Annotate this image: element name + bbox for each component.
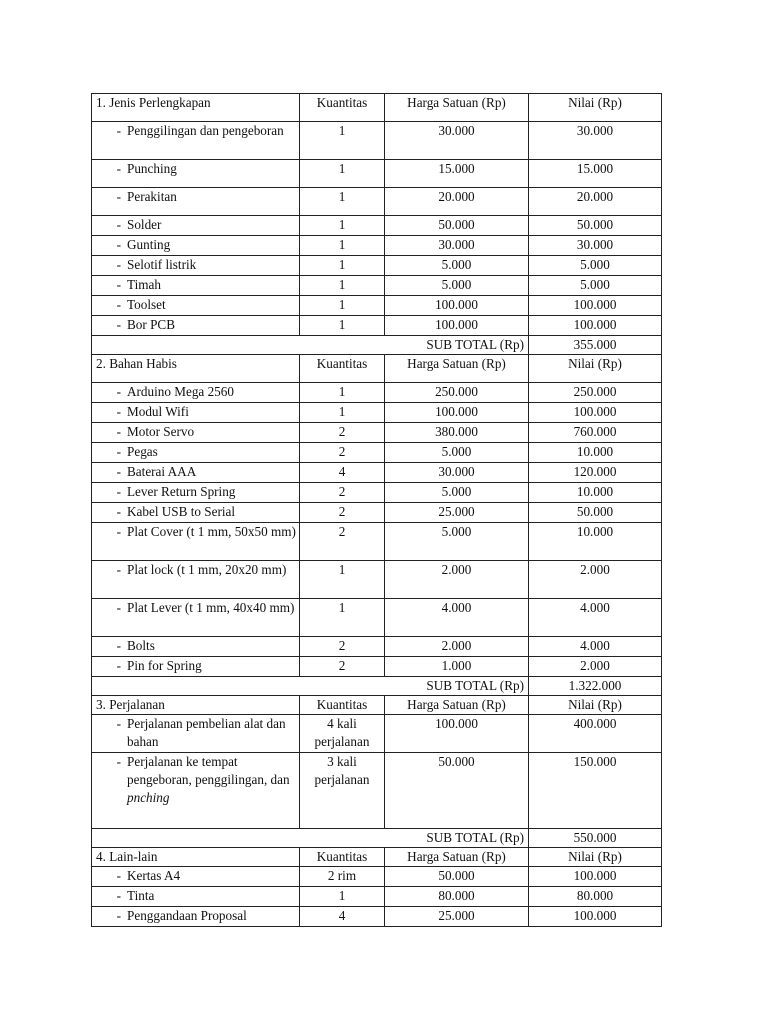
item-value: 10.000 (529, 523, 662, 561)
subtotal-label: SUB TOTAL (Rp) (92, 336, 529, 355)
item-value: 2.000 (529, 561, 662, 599)
item-value: 15.000 (529, 160, 662, 188)
header-value: Nilai (Rp) (529, 848, 662, 867)
table-row (92, 657, 662, 677)
item-value: 100.000 (529, 867, 662, 887)
table-row (92, 276, 662, 296)
subtotal-value: 1.322.000 (529, 677, 662, 696)
header-quantity: Kuantitas (300, 94, 385, 122)
item-price: 100.000 (385, 403, 529, 423)
item-value: 20.000 (529, 188, 662, 216)
bullet-dash: - (116, 123, 121, 138)
item-price: 100.000 (385, 316, 529, 336)
section-title: 3. Perjalanan (92, 696, 300, 715)
item-name: Motor Servo (127, 424, 195, 439)
bullet-dash: - (116, 908, 121, 923)
item-price: 30.000 (385, 463, 529, 483)
table-row (92, 296, 662, 316)
item-price: 4.000 (385, 599, 529, 637)
subtotal-row (92, 336, 662, 355)
section-header-row (92, 848, 662, 867)
table-row (92, 503, 662, 523)
table-row (92, 907, 662, 927)
bullet-dash: - (116, 716, 121, 731)
subtotal-row (92, 829, 662, 848)
item-quantity: 2 (300, 637, 385, 657)
item-price: 250.000 (385, 383, 529, 403)
item-quantity: 1 (300, 887, 385, 907)
table-row (92, 887, 662, 907)
item-quantity: 3 kali perjalanan (300, 753, 385, 829)
item-price: 50.000 (385, 216, 529, 236)
item-quantity: 1 (300, 599, 385, 637)
item-name: Kabel USB to Serial (127, 504, 236, 519)
item-price: 20.000 (385, 188, 529, 216)
table-row (92, 637, 662, 657)
budget-table (91, 93, 662, 927)
item-quantity: 1 (300, 276, 385, 296)
table-row (92, 423, 662, 443)
item-quantity: 1 (300, 296, 385, 316)
item-quantity: 1 (300, 236, 385, 256)
item-name: Pin for Spring (127, 658, 202, 673)
table-row (92, 383, 662, 403)
item-name: Pegas (127, 444, 158, 459)
bullet-dash: - (116, 658, 121, 673)
bullet-dash: - (116, 257, 121, 272)
bullet-dash: - (116, 404, 121, 419)
item-quantity: 1 (300, 216, 385, 236)
table-row (92, 715, 662, 753)
header-quantity: Kuantitas (300, 848, 385, 867)
item-quantity: 2 (300, 503, 385, 523)
item-name: Plat lock (t 1 mm, 20x20 mm) (127, 562, 287, 577)
item-quantity: 2 rim (300, 867, 385, 887)
item-value: 760.000 (529, 423, 662, 443)
item-name: Gunting (127, 237, 171, 252)
header-unit-price: Harga Satuan (Rp) (385, 848, 529, 867)
header-unit-price: Harga Satuan (Rp) (385, 94, 529, 122)
item-name: Penggilingan dan pengeboran (127, 123, 284, 138)
table-row (92, 561, 662, 599)
item-price: 5.000 (385, 256, 529, 276)
section-title: 1. Jenis Perlengkapan (92, 94, 300, 122)
bullet-dash: - (116, 524, 121, 539)
bullet-dash: - (116, 237, 121, 252)
item-price: 30.000 (385, 122, 529, 160)
item-name: Selotif listrik (127, 257, 197, 272)
bullet-dash: - (116, 562, 121, 577)
table-row (92, 599, 662, 637)
item-price: 25.000 (385, 907, 529, 927)
item-quantity: 1 (300, 160, 385, 188)
item-name: Arduino Mega 2560 (127, 384, 234, 399)
table-row (92, 443, 662, 463)
item-value: 2.000 (529, 657, 662, 677)
item-value: 100.000 (529, 403, 662, 423)
header-value: Nilai (Rp) (529, 696, 662, 715)
item-name: Modul Wifi (127, 404, 189, 419)
bullet-dash: - (116, 638, 121, 653)
bullet-dash: - (116, 297, 121, 312)
item-name: Plat Cover (t 1 mm, 50x50 mm) (127, 524, 296, 539)
item-name-italic: pnching (127, 790, 170, 805)
bullet-dash: - (116, 464, 121, 479)
item-price: 5.000 (385, 523, 529, 561)
item-name: Timah (127, 277, 161, 292)
subtotal-label: SUB TOTAL (Rp) (92, 677, 529, 696)
item-quantity: 2 (300, 657, 385, 677)
bullet-dash: - (116, 888, 121, 903)
table-row (92, 523, 662, 561)
item-price: 5.000 (385, 483, 529, 503)
header-unit-price: Harga Satuan (Rp) (385, 355, 529, 383)
item-value: 100.000 (529, 296, 662, 316)
item-name: Bor PCB (127, 317, 176, 332)
bullet-dash: - (116, 484, 121, 499)
table-row (92, 122, 662, 160)
item-quantity: 1 (300, 403, 385, 423)
budget-document (91, 93, 661, 927)
table-row (92, 867, 662, 887)
item-price: 80.000 (385, 887, 529, 907)
section-header-row (92, 696, 662, 715)
item-value: 250.000 (529, 383, 662, 403)
item-quantity: 2 (300, 443, 385, 463)
table-row (92, 188, 662, 216)
item-name: Plat Lever (t 1 mm, 40x40 mm) (127, 600, 295, 615)
item-value: 30.000 (529, 236, 662, 256)
item-quantity: 2 (300, 483, 385, 503)
section-title: 4. Lain-lain (92, 848, 300, 867)
item-value: 4.000 (529, 599, 662, 637)
item-value: 5.000 (529, 276, 662, 296)
item-name-main: Perjalanan ke tempat pengeboran, penggilingan, dan (127, 754, 290, 787)
item-price: 2.000 (385, 561, 529, 599)
item-value: 400.000 (529, 715, 662, 753)
item-price: 15.000 (385, 160, 529, 188)
item-name: Kertas A4 (127, 868, 181, 883)
item-quantity: 2 (300, 523, 385, 561)
item-name: Solder (127, 217, 162, 232)
item-quantity: 1 (300, 256, 385, 276)
item-quantity: 2 (300, 423, 385, 443)
item-name: Tinta (127, 888, 155, 903)
bullet-dash: - (116, 868, 121, 883)
table-row (92, 316, 662, 336)
bullet-dash: - (116, 384, 121, 399)
header-unit-price: Harga Satuan (Rp) (385, 696, 529, 715)
item-name: Perjalanan pembelian alat dan bahan (127, 716, 286, 749)
bullet-dash: - (116, 504, 121, 519)
item-quantity: 1 (300, 122, 385, 160)
item-value: 4.000 (529, 637, 662, 657)
item-quantity: 1 (300, 561, 385, 599)
item-price: 5.000 (385, 276, 529, 296)
item-name (127, 753, 296, 807)
bullet-dash: - (116, 424, 121, 439)
item-price: 50.000 (385, 753, 529, 829)
item-value: 10.000 (529, 443, 662, 463)
bullet-dash: - (116, 444, 121, 459)
table-row (92, 483, 662, 503)
header-value: Nilai (Rp) (529, 355, 662, 383)
item-price: 1.000 (385, 657, 529, 677)
item-price: 25.000 (385, 503, 529, 523)
item-price: 50.000 (385, 867, 529, 887)
section-title: 2. Bahan Habis (92, 355, 300, 383)
item-quantity: 4 kali perjalanan (300, 715, 385, 753)
item-value: 10.000 (529, 483, 662, 503)
item-value: 100.000 (529, 907, 662, 927)
item-name: Bolts (127, 638, 155, 653)
item-value: 5.000 (529, 256, 662, 276)
item-price: 2.000 (385, 637, 529, 657)
table-row (92, 403, 662, 423)
item-quantity: 4 (300, 463, 385, 483)
section-header-row (92, 94, 662, 122)
bullet-dash: - (116, 161, 121, 176)
bullet-dash: - (116, 277, 121, 292)
bullet-dash: - (116, 317, 121, 332)
section-header-row (92, 355, 662, 383)
item-value: 50.000 (529, 503, 662, 523)
subtotal-value: 355.000 (529, 336, 662, 355)
bullet-dash: - (116, 189, 121, 204)
item-quantity: 1 (300, 383, 385, 403)
table-row (92, 160, 662, 188)
item-name: Baterai AAA (127, 464, 197, 479)
table-row (92, 216, 662, 236)
subtotal-value: 550.000 (529, 829, 662, 848)
bullet-dash: - (116, 600, 121, 615)
subtotal-label: SUB TOTAL (Rp) (92, 829, 529, 848)
item-value: 80.000 (529, 887, 662, 907)
item-value: 120.000 (529, 463, 662, 483)
item-quantity: 1 (300, 316, 385, 336)
item-price: 100.000 (385, 296, 529, 316)
item-quantity: 4 (300, 907, 385, 927)
item-name: Penggandaan Proposal (127, 908, 247, 923)
bullet-dash: - (116, 217, 121, 232)
item-name: Lever Return Spring (127, 484, 236, 499)
subtotal-row (92, 677, 662, 696)
header-quantity: Kuantitas (300, 355, 385, 383)
item-price: 30.000 (385, 236, 529, 256)
item-price: 380.000 (385, 423, 529, 443)
item-price: 5.000 (385, 443, 529, 463)
item-value: 100.000 (529, 316, 662, 336)
item-quantity: 1 (300, 188, 385, 216)
bullet-dash: - (116, 754, 121, 769)
table-row (92, 753, 662, 829)
table-row (92, 256, 662, 276)
table-row (92, 236, 662, 256)
item-value: 30.000 (529, 122, 662, 160)
item-value: 150.000 (529, 753, 662, 829)
header-quantity: Kuantitas (300, 696, 385, 715)
item-price: 100.000 (385, 715, 529, 753)
item-name: Punching (127, 161, 177, 176)
item-name: Perakitan (127, 189, 177, 204)
item-name: Toolset (127, 297, 166, 312)
table-row (92, 463, 662, 483)
header-value: Nilai (Rp) (529, 94, 662, 122)
item-value: 50.000 (529, 216, 662, 236)
